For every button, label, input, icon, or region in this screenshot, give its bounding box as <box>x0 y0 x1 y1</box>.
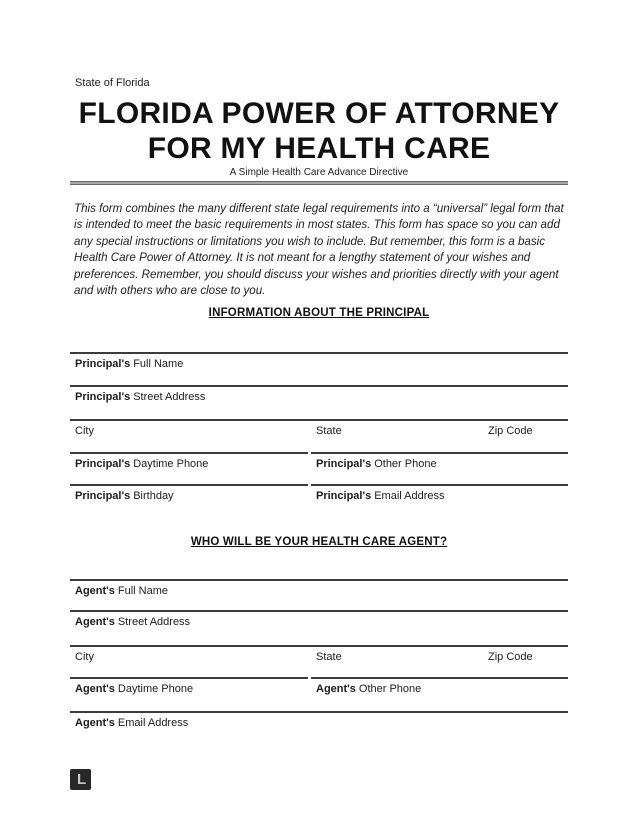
city-state-zip-labels <box>70 647 568 664</box>
document-title-line1: FLORIDA POWER OF ATTORNEY <box>78 97 560 130</box>
agent-other-phone-field[interactable] <box>311 677 568 695</box>
principal-phones-row <box>70 452 568 470</box>
agent-prefix: Agent's <box>75 585 115 597</box>
full-name-label: Full Name <box>133 358 184 370</box>
principal-birthday-email-row <box>70 484 568 502</box>
other-phone-label: Other Phone <box>374 458 437 470</box>
agent-prefix: Agent's <box>75 616 115 628</box>
agent-street-address-field[interactable] <box>70 610 568 628</box>
daytime-phone-label: Daytime Phone <box>133 458 209 470</box>
agent-phones-row <box>70 677 568 695</box>
principal-city-state-zip-row[interactable] <box>70 419 568 438</box>
zip-code-label: Zip Code <box>488 425 533 437</box>
agent-prefix: Agent's <box>75 683 115 695</box>
full-name-label: Full Name <box>117 585 169 597</box>
field-label-group <box>70 679 308 695</box>
agent-email-field[interactable] <box>70 711 568 729</box>
street-address-label: Street Address <box>133 391 206 403</box>
agent-prefix: Agent's <box>75 717 115 729</box>
email-address-label: Email Address <box>117 717 189 729</box>
field-label-group <box>70 454 308 470</box>
daytime-phone-label: Daytime Phone <box>117 683 194 695</box>
principal-prefix: Principal's <box>316 490 372 502</box>
document-title-line2: FOR MY HEALTH CARE <box>147 132 491 165</box>
agent-daytime-phone-field[interactable] <box>70 677 308 695</box>
document-subtitle: A Simple Health Care Advance Directive <box>229 167 409 178</box>
principal-prefix: Principal's <box>75 358 131 370</box>
principal-street-address-field[interactable] <box>70 385 568 403</box>
principal-prefix: Principal's <box>75 458 131 470</box>
city-label: City <box>75 425 94 437</box>
principal-birthday-field[interactable] <box>70 484 308 502</box>
principal-other-phone-field[interactable] <box>311 452 568 470</box>
agent-prefix: Agent's <box>316 683 356 695</box>
field-label-group <box>311 679 568 695</box>
field-label-group <box>70 387 568 403</box>
principal-daytime-phone-field[interactable] <box>70 452 308 470</box>
field-label-group <box>70 581 568 597</box>
state-of-florida-label: State of Florida <box>75 77 150 89</box>
principal-full-name-field[interactable] <box>70 352 568 370</box>
title-divider <box>70 181 568 185</box>
logo-letter-l: L <box>77 771 87 788</box>
state-label: State <box>316 425 342 437</box>
state-label: State <box>316 651 342 663</box>
principal-email-field[interactable] <box>311 484 568 502</box>
field-label-group <box>70 713 568 729</box>
principal-prefix: Principal's <box>75 391 131 403</box>
principal-prefix: Principal's <box>316 458 372 470</box>
document-title <box>50 96 588 166</box>
other-phone-label: Other Phone <box>358 683 422 695</box>
page-content <box>70 0 568 828</box>
city-state-zip-labels <box>70 421 568 438</box>
principal-section-heading: INFORMATION ABOUT THE PRINCIPAL <box>208 307 430 319</box>
agent-full-name-field[interactable] <box>70 579 568 597</box>
field-label-group <box>70 354 568 370</box>
field-label-group <box>311 486 568 502</box>
intro-paragraph: This form combines the many different state legal requirements into a “universal” legal form that is intended to meet the basic requirements in most states. This form has space so you can add any special instructions or limitations you wish to include. But remember, this form is a basic Health Care Power of Attorney. It is not meant for a lengthy statement of your wishes and preferences. Remember, you should discuss your wishes and priorities directly with your agent and with others who are close to you. <box>74 202 564 298</box>
agent-city-state-zip-row[interactable] <box>70 645 568 664</box>
field-label-group <box>70 612 568 628</box>
zip-code-label: Zip Code <box>488 651 533 663</box>
birthday-label: Birthday <box>133 490 174 502</box>
legal-templates-logo <box>70 769 91 790</box>
email-address-label: Email Address <box>374 490 445 502</box>
city-label: City <box>75 651 94 663</box>
field-label-group <box>311 454 568 470</box>
principal-prefix: Principal's <box>75 490 131 502</box>
field-label-group <box>70 486 308 502</box>
agent-section-heading: WHO WILL BE YOUR HEALTH CARE AGENT? <box>190 536 448 548</box>
street-address-label: Street Address <box>117 616 191 628</box>
